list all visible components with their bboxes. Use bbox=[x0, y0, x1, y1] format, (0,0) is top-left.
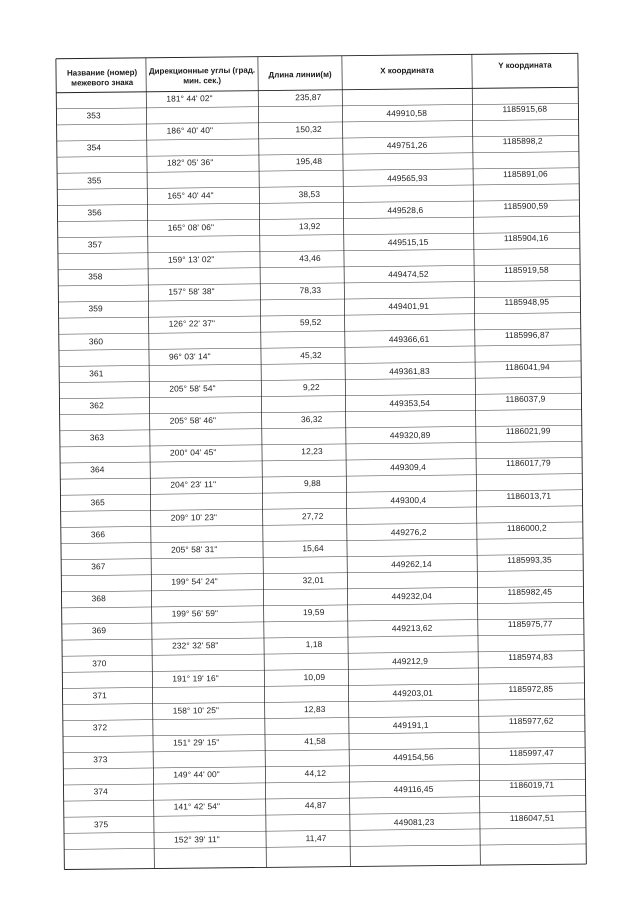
top-rule bbox=[56, 53, 578, 58]
segment-angle: 152° 39' 11" bbox=[174, 833, 220, 845]
point-y: 1186013,71 bbox=[506, 490, 552, 501]
segment-angle: 181° 44' 02" bbox=[166, 93, 213, 104]
point-x: 449116,45 bbox=[393, 784, 434, 795]
segment-length: 36,32 bbox=[300, 413, 323, 425]
header-angle: Дирекционные углы (град. мин. сек.) bbox=[148, 65, 256, 86]
point-y: 1185898,2 bbox=[502, 135, 543, 147]
point-y: 1185891,06 bbox=[503, 168, 548, 179]
point-x: 449401,91 bbox=[388, 301, 430, 312]
point-y: 1185975,77 bbox=[507, 618, 553, 630]
point-y: 1185977,62 bbox=[508, 715, 554, 726]
point-x: 449361,83 bbox=[389, 365, 430, 376]
point-id: 364 bbox=[90, 464, 105, 475]
column-rule bbox=[146, 58, 154, 869]
point-id: 356 bbox=[87, 206, 102, 218]
segment-angle: 158° 10' 25" bbox=[172, 704, 220, 716]
point-y: 1186000,2 bbox=[506, 522, 547, 533]
segment-length: 12,83 bbox=[303, 703, 326, 714]
point-y: 1186037,9 bbox=[505, 393, 546, 404]
point-id: 370 bbox=[92, 657, 107, 668]
point-id: 374 bbox=[93, 786, 108, 797]
segment-length: 12,23 bbox=[301, 446, 323, 457]
column-rule bbox=[472, 54, 480, 865]
segment-angle: 126° 22' 37" bbox=[168, 318, 216, 329]
point-x: 449213,62 bbox=[391, 623, 433, 634]
row-rule bbox=[61, 522, 583, 527]
segment-angle: 141° 42' 54" bbox=[173, 801, 221, 812]
point-id: 371 bbox=[92, 689, 107, 701]
header-y: Y координата bbox=[498, 60, 552, 71]
segment-angle: 96° 03' 14" bbox=[168, 350, 211, 362]
point-x: 449081,23 bbox=[393, 816, 435, 827]
point-x: 449154,56 bbox=[393, 751, 434, 763]
segment-length: 9,22 bbox=[302, 381, 320, 392]
row-rule bbox=[59, 329, 581, 334]
point-x: 449515,15 bbox=[387, 236, 429, 248]
point-y: 1185974,83 bbox=[508, 651, 553, 662]
point-x: 449751,26 bbox=[386, 140, 428, 151]
point-x: 449212,9 bbox=[392, 655, 428, 666]
segment-length: 10,09 bbox=[303, 671, 326, 682]
segment-length: 1,18 bbox=[305, 639, 323, 650]
segment-length: 11,47 bbox=[305, 832, 327, 843]
point-y: 1185904,16 bbox=[503, 232, 549, 243]
row-rule bbox=[58, 232, 580, 237]
row-rule bbox=[57, 136, 579, 141]
point-y: 1185900,59 bbox=[503, 200, 549, 211]
row-rule bbox=[56, 103, 578, 108]
point-x: 449309,4 bbox=[390, 462, 426, 473]
point-y: 1185915,68 bbox=[502, 103, 548, 115]
segment-length: 44,87 bbox=[304, 800, 327, 811]
bottom-rule bbox=[64, 864, 586, 869]
row-rule bbox=[62, 651, 584, 656]
row-rule bbox=[63, 780, 585, 785]
row-rule bbox=[64, 844, 586, 849]
segment-angle: 186° 40' 40" bbox=[166, 125, 214, 136]
point-y: 1185996,87 bbox=[504, 329, 550, 340]
point-x: 449474,52 bbox=[388, 268, 429, 280]
point-id: 363 bbox=[89, 432, 105, 443]
point-id: 366 bbox=[90, 528, 106, 540]
column-rule bbox=[578, 53, 586, 864]
header-name: Название (номер) межевого знака bbox=[66, 67, 138, 88]
point-y: 1185948,95 bbox=[504, 296, 550, 308]
row-rule bbox=[57, 200, 579, 205]
column-rule bbox=[258, 57, 266, 868]
point-y: 1186021,99 bbox=[505, 425, 551, 437]
row-rule bbox=[60, 458, 582, 463]
point-id: 365 bbox=[90, 496, 105, 507]
row-rule bbox=[59, 393, 581, 398]
segment-length: 9,88 bbox=[303, 478, 321, 489]
point-x: 449353,54 bbox=[389, 397, 431, 409]
row-rule bbox=[60, 490, 582, 495]
point-id: 373 bbox=[93, 754, 108, 765]
segment-length: 43,46 bbox=[299, 252, 321, 264]
segment-length: 38,53 bbox=[298, 188, 321, 199]
segment-length: 59,52 bbox=[299, 317, 322, 328]
row-rule bbox=[57, 168, 579, 173]
row-rule bbox=[62, 683, 584, 688]
point-id: 361 bbox=[89, 367, 104, 379]
segment-angle: 165° 08' 06" bbox=[167, 221, 215, 233]
point-id: 354 bbox=[86, 142, 102, 153]
point-id: 360 bbox=[88, 335, 104, 346]
point-x: 449320,89 bbox=[389, 429, 431, 441]
point-x: 449191,1 bbox=[392, 719, 429, 731]
point-x: 449910,58 bbox=[386, 107, 428, 119]
segment-length: 32,01 bbox=[302, 574, 325, 586]
point-id: 357 bbox=[87, 239, 103, 250]
point-x: 449203,01 bbox=[392, 687, 434, 698]
point-y: 1186017,79 bbox=[506, 457, 551, 469]
segment-angle: 165° 40' 44" bbox=[167, 189, 214, 201]
segment-length: 78,33 bbox=[299, 285, 322, 296]
point-id: 369 bbox=[91, 625, 107, 636]
segment-angle: 205° 58' 31" bbox=[170, 543, 218, 555]
point-y: 1185972,85 bbox=[508, 683, 554, 694]
point-id: 372 bbox=[92, 722, 108, 733]
point-id: 355 bbox=[87, 174, 102, 185]
segment-length: 13,92 bbox=[298, 220, 321, 232]
row-rule bbox=[61, 586, 583, 591]
row-rule bbox=[63, 747, 585, 752]
point-y: 1186047,51 bbox=[509, 812, 555, 823]
point-id: 368 bbox=[91, 593, 106, 604]
point-x: 449366,61 bbox=[388, 333, 430, 344]
segment-angle: 209° 10' 23" bbox=[170, 511, 218, 523]
point-y: 1186019,71 bbox=[509, 779, 555, 791]
point-y: 1185982,45 bbox=[507, 586, 553, 598]
segment-angle: 232° 32' 58" bbox=[171, 640, 219, 651]
point-id: 359 bbox=[88, 303, 103, 314]
point-y: 1185993,35 bbox=[507, 554, 552, 565]
segment-angle: 149° 44' 00" bbox=[173, 769, 220, 780]
segment-length: 19,59 bbox=[302, 607, 325, 618]
point-id: 367 bbox=[91, 561, 106, 572]
segment-length: 195,48 bbox=[295, 156, 323, 167]
segment-angle: 205° 58' 54" bbox=[169, 382, 216, 394]
segment-length: 44,12 bbox=[304, 768, 327, 779]
segment-angle: 199° 56' 59" bbox=[171, 608, 219, 619]
point-y: 1186041,94 bbox=[505, 361, 550, 372]
row-rule bbox=[60, 425, 582, 430]
segment-angle: 151° 29' 15" bbox=[173, 737, 220, 748]
header-x: X координата bbox=[380, 65, 434, 76]
segment-angle: 157° 58' 38" bbox=[168, 286, 215, 297]
segment-angle: 159° 13' 02" bbox=[167, 254, 215, 265]
point-x: 449528,6 bbox=[387, 204, 424, 215]
header-length: Длина линии(м) bbox=[268, 69, 332, 80]
row-rule bbox=[62, 619, 584, 624]
segment-angle: 191° 19' 16" bbox=[172, 672, 219, 684]
row-rule bbox=[58, 264, 580, 269]
segment-angle: 204° 23' 11" bbox=[170, 479, 217, 490]
point-x: 449276,2 bbox=[390, 526, 427, 537]
point-y: 1185919,58 bbox=[504, 264, 549, 276]
segment-length: 27,72 bbox=[301, 510, 324, 521]
segment-length: 41,58 bbox=[304, 735, 326, 747]
point-x: 449565,93 bbox=[387, 172, 428, 183]
segment-length: 235,87 bbox=[295, 91, 322, 103]
row-rule bbox=[63, 715, 585, 720]
point-x: 449232,04 bbox=[391, 590, 433, 602]
point-id: 375 bbox=[93, 818, 109, 829]
point-id: 362 bbox=[89, 400, 104, 411]
segment-length: 45,32 bbox=[300, 349, 322, 360]
segment-angle: 182° 05' 36" bbox=[166, 157, 214, 168]
segment-length: 150,32 bbox=[295, 124, 322, 135]
point-x: 449262,14 bbox=[391, 558, 432, 570]
row-rule bbox=[58, 297, 580, 302]
point-id: 358 bbox=[88, 271, 103, 282]
column-rule bbox=[56, 59, 64, 870]
row-rule bbox=[64, 812, 586, 817]
segment-angle: 205° 58' 46" bbox=[169, 415, 217, 426]
row-rule bbox=[59, 361, 581, 366]
point-x: 449300,4 bbox=[390, 494, 427, 505]
row-rule bbox=[61, 554, 583, 559]
segment-length: 15,64 bbox=[302, 542, 324, 553]
point-y: 1185997,47 bbox=[509, 747, 554, 759]
segment-angle: 199° 54' 24" bbox=[171, 576, 218, 587]
point-id: 353 bbox=[86, 110, 101, 121]
segment-angle: 200° 04' 45" bbox=[169, 447, 217, 458]
